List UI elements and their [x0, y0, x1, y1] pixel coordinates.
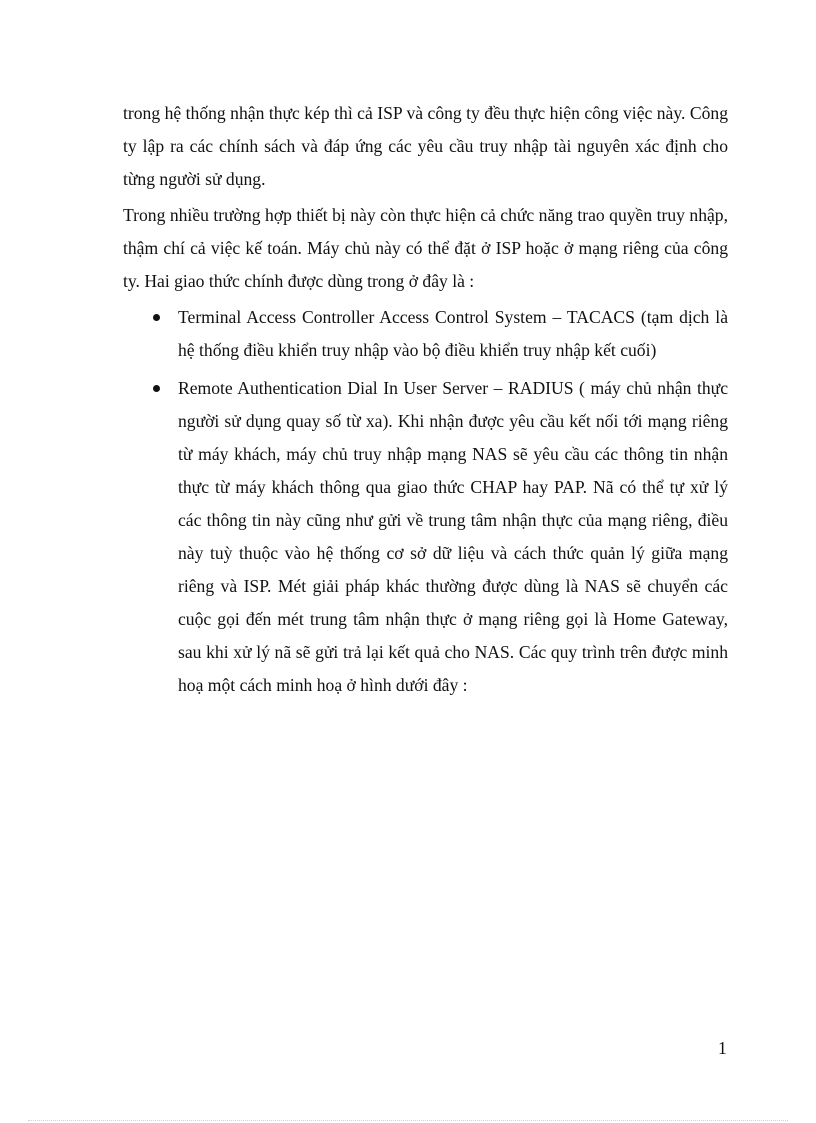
footer-divider	[28, 1120, 788, 1121]
list-item-text: Remote Authentication Dial In User Server – RADIUS ( máy chủ nhận thực người sử dụng quay số từ xa). Khi nhận được yêu cầu kết nối tới mạng riêng từ máy khách, máy chủ truy nhập mạng NAS sẽ yêu cầu các thông tin nhận thực từ máy khách thông qua giao thức CHAP hay PAP. Nã có thể tự xử lý các thông tin này cũng như gửi về trung tâm nhận thực của mạng riêng, điều này tuỳ thuộc vào hệ thống cơ sở dữ liệu và cách thức quản lý giữa mạng riêng và ISP. Mét giải pháp khác thường được dùng là NAS sẽ chuyển các cuộc gọi đến mét trung tâm nhận thực ở mạng riêng gọi là Home Gateway, sau khi xử lý nã sẽ gửi trả lại kết quả cho NAS. Các quy trình trên được minh hoạ một cách minh hoạ ở hình dưới đây :	[178, 378, 728, 695]
paragraph-auth-intro: trong hệ thống nhận thực kép thì cả ISP và công ty đều thực hiện công việc này. Công ty lập ra các chính sách và đáp ứng các yêu cầu truy nhập tài nguyên xác định cho từng người sử dụng.	[123, 103, 728, 189]
list-item-radius	[123, 372, 728, 702]
bullet-icon	[153, 314, 160, 321]
page-number: 1	[718, 1038, 727, 1058]
bullet-icon	[153, 385, 160, 392]
paragraph-protocols-intro: Trong nhiều trường hợp thiết bị này còn thực hiện cả chức năng trao quyền truy nhập, thậm chí cả việc kế toán. Máy chủ này có thể đặt ở ISP hoặc ở mạng riêng của công ty. Hai giao thức chính được dùng trong ở đây là :	[123, 205, 728, 291]
protocol-list	[123, 301, 728, 702]
body-text	[123, 97, 728, 707]
list-item-tacacs	[123, 301, 728, 367]
list-item-text: Terminal Access Controller Access Control System – TACACS (tạm dịch là hệ thống điều khiển truy nhập vào bộ điều khiển truy nhập kết cuối)	[178, 307, 728, 360]
